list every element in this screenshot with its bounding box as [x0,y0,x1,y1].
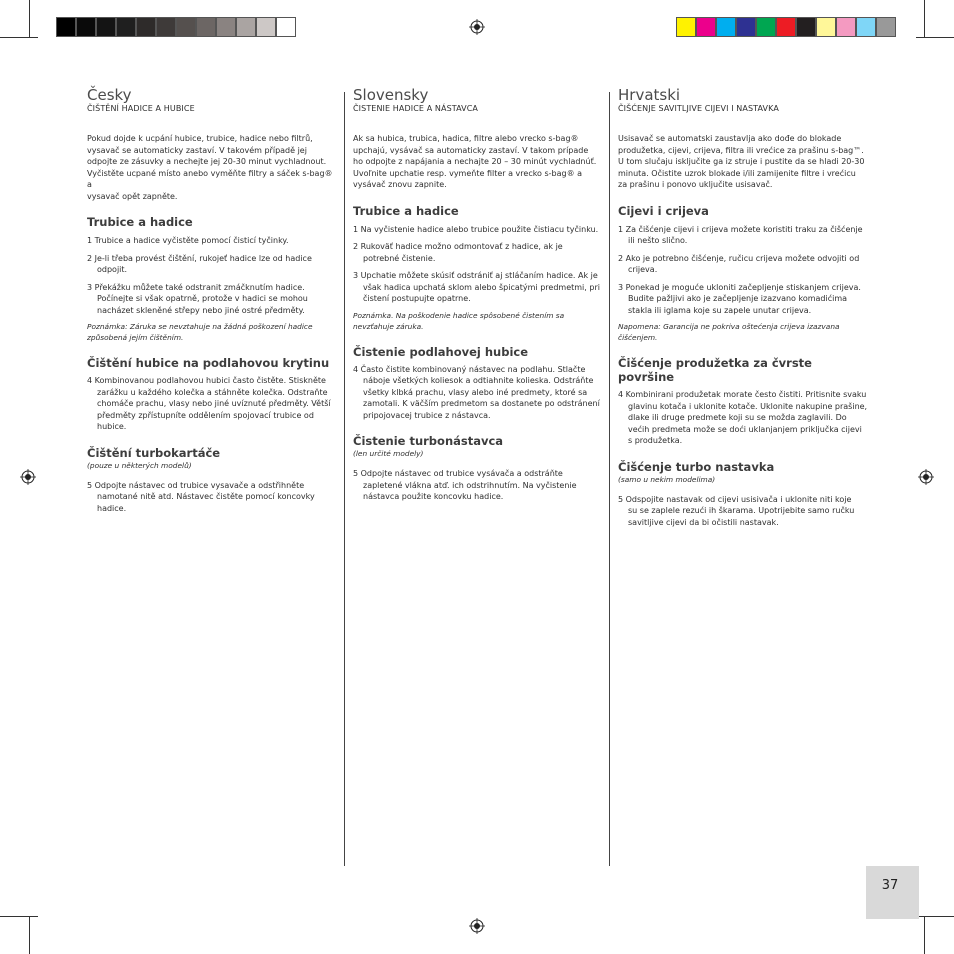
registration-mark-icon [20,469,36,485]
section-heading: Čistenie turbonástavca [353,434,504,448]
color-swatch [816,17,836,37]
list-item-line: 2 Ako je potrebno čišćenje, ručicu crijeva možete odvojiti od [618,253,860,263]
page-number: 37 [881,878,899,893]
list-item [353,224,603,236]
list-item-line: namotané nitě atd. Nástavec čistěte pomocí koncovky [97,492,315,501]
list-item-line: 2 Rukoväť hadice možno odmontovať z hadice, ak je [353,242,563,251]
list-item [353,364,603,422]
list-item-line: nástavca použite koncovku hadice. [363,492,504,501]
note [353,310,603,332]
model-note: (len určité modely) [353,449,424,458]
intro-paragraph [353,133,603,191]
column-czech [87,86,339,514]
list-item-line: stakla ili iglama koje su zapele unutar crijeva. [628,305,812,315]
intro-paragraph-line: vysavač se automaticky zastaví. V takovém případě jej [87,145,307,155]
list-item-line: 4 Často čistite kombinovaný nástavec na podlahu. Stlačte [353,364,586,374]
intro-paragraph-line: Vyčistěte ucpané místo anebo vyměňte filtry a sáček s-bag® a [87,168,333,189]
list-item-line: potrebné čistenie. [363,253,436,263]
section-subtitle: ČIŠĆENJE SAVITLJIVE CIJEVI I NASTAVKA [618,104,779,113]
color-swatch [56,17,76,37]
list-item-line: hubice. [97,422,127,431]
list-item-line: chomáče prachu, vlasy nebo jiné uvíznuté předměty. Větší [97,399,331,408]
color-swatch [236,17,256,37]
section-subtitle: ČIŠTĚNÍ HADICE A HUBICE [87,104,195,113]
crop-mark [0,37,38,38]
list-item [618,224,868,247]
note-line: čišćenjem. [618,333,658,342]
list-item [87,253,339,276]
section-heading: Čistenie podlahovej hubice [353,344,529,359]
color-swatch [756,17,776,37]
color-swatch [776,17,796,37]
color-swatch [156,17,176,37]
color-swatch [836,17,856,37]
color-swatch [136,17,156,37]
color-swatch [116,17,136,37]
crop-mark [29,916,30,954]
list-item-line: 3 Ponekad je moguće ukloniti začepljenje stiskanjem crijeva. [618,282,861,292]
section-heading: Čišćenje turbo nastavka [618,459,775,474]
list-item-line: 1 Za čišćenje cijevi i crijeva možete koristiti traku za čišćenje [618,224,863,234]
color-swatch [796,17,816,37]
column-croatian [618,86,868,528]
language-title: Hrvatski [618,86,681,104]
list-item [353,241,603,264]
list-item-line: všetky klbká prachu, vlasy alebo iné predmety, ktoré sa [363,387,588,397]
crop-mark [924,0,925,38]
note-line: Napomena: Garancija ne pokriva oštećenja crijeva izazvana [618,322,840,331]
language-title: Česky [87,86,132,104]
list-item-line: su se zaplele rezući ih škarama. Upotrijebite samo ručku [628,506,855,515]
color-swatch [736,17,756,37]
list-item-line: savitljive cijevi da bi očistili nastavak. [628,517,779,527]
section-heading: Cijevi i crijeva [618,203,709,218]
color-swatch [76,17,96,37]
column-slovak [353,86,603,503]
section-heading: Čišćenje produžetka za čvrste površine [618,356,812,384]
registration-mark-icon [469,918,485,934]
list-item [618,253,868,276]
list-item-line: 5 Odspojite nastavak od cijevi usisivača i uklonite niti koje [618,494,852,504]
list-item-line: 4 Kombinirani produžetak morate često čistiti. Pritisnite svaku [618,390,867,399]
list-item-line: 3 Překážku můžete také odstranit zmáčknutím hadice. [87,282,305,292]
list-item-line: zarážku u každého kolečka a stáhněte kolečka. Odstraňte [97,387,328,397]
grayscale-swatch-bar [56,17,296,37]
list-item-line: crijeva. [628,265,658,274]
list-item-line: glavinu kotača i uklonite kotače. Uklonite nakupine prašine, [628,401,868,411]
color-swatch [96,17,116,37]
intro-paragraph-line: upchajú, vysávač sa automaticky zastaví. V takom prípade [353,145,589,155]
list-item-line: odpojit. [97,265,128,274]
list-item-line: ili nešto slično. [628,236,688,245]
list-item [87,282,339,317]
intro-paragraph-line: minuta. Očistite uzrok blokade i/ili zamijenite filtre i vrećicu [618,168,856,178]
intro-paragraph-line: U tom slučaju isključite ga iz struje i pustite da se hladi 20-30 [618,157,865,166]
intro-paragraph-line: Pokud dojde k ucpání hubice, trubice, hadice nebo filtrů, [87,134,313,143]
color-swatch [176,17,196,37]
list-item-line: zapletené vlákna atď. ich odstrihnutím. Na vyčistenie [363,480,577,490]
intro-paragraph-line: Usisavač se automatski zaustavlja ako dođe do blokade [618,134,842,143]
note-line: způsobená jejím čištěním. [87,333,184,342]
intro-paragraph-line: Ak sa hubica, trubica, hadica, filtre alebo vrecko s-bag® [353,134,579,143]
section-subtitle: ČISTENIE HADICE A NÁSTAVCA [353,104,479,113]
list-item-line: Počínejte si však opatrně, protože v hadici se mohou [97,294,308,303]
list-item-line: pripojovacej trubice z nástavca. [363,410,491,420]
intro-paragraph-line: vysávač znovu zapnite. [353,180,447,189]
color-swatch [256,17,276,37]
list-item-line: 1 Na vyčistenie hadice alebo trubice použite čistiacu tyčinku. [353,224,599,234]
list-item-line: však hadica upchatá sklom alebo špicatými predmetmi, pri [363,282,600,292]
color-swatch [196,17,216,37]
crop-mark [924,916,925,954]
list-item-line: 5 Odpojte nástavec od trubice vysávača a odstráňte [353,469,563,478]
column-divider [344,92,345,866]
list-item-line: nacházet skleněné střepy nebo jiné ostré předměty. [97,305,305,315]
list-item [353,270,603,305]
list-item-line: náboje všetkých koliesok a odtiahnite kolieska. Odstráňte [363,376,594,385]
intro-paragraph-line: vysavač opět zapněte. [87,191,178,201]
list-item-line: hadice. [97,503,127,513]
list-item-line: 1 Trubice a hadice vyčistěte pomocí čisticí tyčinky. [87,236,289,245]
column-divider [609,92,610,866]
crop-mark [916,916,954,917]
color-swatch [216,17,236,37]
list-item [87,480,339,515]
list-item-line: većih predmeta može se doći uklanjanjem priključka cijevi [628,424,862,434]
crop-mark [29,0,30,38]
list-item-line: 3 Upchatie môžete skúsiť odstrániť aj stláčaním hadice. Ak je [353,271,598,280]
list-item-line: předměty zpřístupníte oddělením spojovací trubice od [97,410,314,420]
crop-mark [916,37,954,38]
list-item-line: dlake ili druge predmete koji su se možda zaglavili. Do [628,413,847,422]
note-line: Poznámka: Záruka se nevztahuje na žádná poškození hadice [87,322,313,331]
list-item-line: 2 Je-li třeba provést čištění, rukojeť hadice lze od hadice [87,253,312,263]
language-title: Slovensky [353,86,429,104]
color-swatch [676,17,696,37]
intro-paragraph-line: produžetka, cijevi, crijeva, filtra ili vrećice za prašinu s-bag™. [618,145,864,155]
intro-paragraph-line: Uvoľnite upchatie resp. vymeňte filter a vrecko s-bag® a [353,168,583,178]
color-swatch [856,17,876,37]
section-heading: Trubice a hadice [353,203,459,218]
intro-paragraph-line: odpojte ze zásuvky a nechejte jej 20-30 minut vychladnout. [87,157,327,166]
color-swatch [276,17,296,37]
note [87,321,339,343]
section-heading: Čištění turbokartáče [87,445,221,460]
list-item-line: s produžetka. [628,436,683,445]
list-item [618,494,868,529]
list-item [618,282,868,317]
intro-paragraph-line: za prašinu i ponovo uključite usisavač. [618,180,773,189]
list-item-line: 5 Odpojte nástavec od trubice vysavače a odstřihněte [87,480,305,490]
intro-paragraph [618,133,868,191]
note [618,321,868,343]
page-number-box [866,866,919,919]
section-heading: Trubice a hadice [87,215,193,229]
list-item [87,235,339,247]
registration-mark-icon [469,19,485,35]
intro-paragraph-line: ho odpojte z napájania a nechajte 20 – 30 minút vychladnúť. [353,157,597,166]
list-item [87,375,339,433]
list-item-line: čistení postupujte opatrne. [363,294,471,303]
section-heading: Čištění hubice na podlahovou krytinu [87,356,330,370]
color-swatch [696,17,716,37]
list-item [353,468,603,503]
list-item-line: 4 Kombinovanou podlahovou hubici často čistěte. Stiskněte [87,376,326,385]
model-note: (samo u nekim modelima) [618,474,716,484]
color-swatch [876,17,896,37]
note-line: nevzťahuje záruka. [353,321,424,331]
list-item [618,389,868,447]
list-item-line: zamotali. K väčším predmetom sa dostanete po odstránení [363,399,600,408]
color-swatch [716,17,736,37]
color-swatch-bar [676,17,896,37]
crop-mark [0,916,38,917]
list-item-line: Budite pažljivi ako je začepljenje izazvano komadićima [628,294,848,303]
model-note: (pouze u některých modelů) [87,460,192,470]
intro-paragraph [87,133,339,202]
registration-mark-icon [918,469,934,485]
note-line: Poznámka. Na poškodenie hadice spôsobené čistením sa [353,310,565,320]
